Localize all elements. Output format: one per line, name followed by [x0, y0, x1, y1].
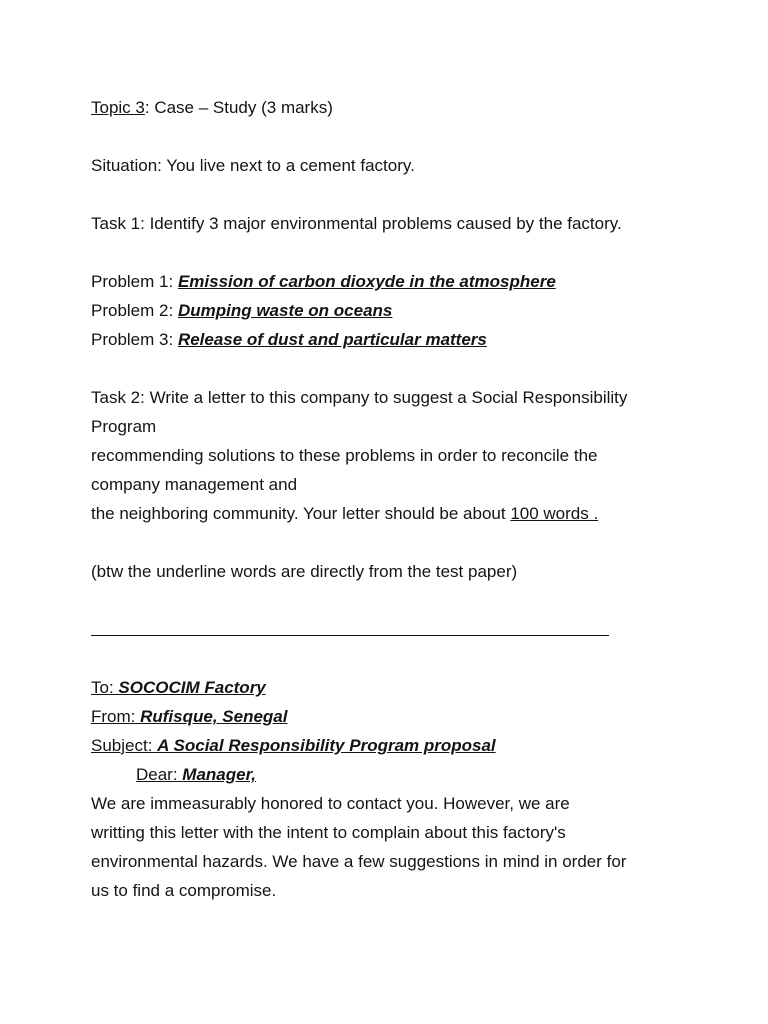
task2-line-3: recommending solutions to these problems in order to reconcile the [91, 446, 598, 465]
separator-line [91, 615, 609, 644]
letter-from [91, 702, 711, 731]
letter-body-line-1: We are immeasurably honored to contact you. However, we are [91, 794, 570, 813]
task2-line-5-prefix: the neighboring community. Your letter should be about [91, 504, 511, 523]
letter-subject [91, 731, 711, 760]
letter-subject-value: A Social Responsibility Program proposal [157, 736, 496, 755]
letter-from-label: From: [91, 707, 141, 726]
task2-line-2: Program [91, 417, 157, 436]
topic-label: Topic 3 [91, 98, 145, 117]
letter-to-value: SOCOCIM Factory [118, 678, 266, 697]
problem-2 [91, 296, 711, 325]
task2-line-4: company management and [91, 475, 298, 494]
letter-to-label: To: [91, 678, 119, 697]
problem-3-label: Problem 3: [91, 330, 178, 349]
problem-1-value: Emission of carbon dioxyde in the atmosphere [177, 272, 556, 291]
problem-2-value: Dumping waste on oceans [177, 301, 393, 320]
word-count-requirement: 100 words . [510, 504, 599, 523]
letter-subject-label: Subject: [91, 736, 158, 755]
problem-3 [91, 325, 711, 354]
letter-body-line-3: environmental hazards. We have a few suggestions in mind in order for [91, 852, 627, 871]
letter-salutation [91, 760, 711, 789]
problem-2-label: Problem 2: [91, 301, 178, 320]
task2-line-1: Task 2: Write a letter to this company to suggest a Social Responsibility [91, 388, 628, 407]
topic-description: : Case – Study (3 marks) [144, 98, 333, 117]
problem-1-label: Problem 1: [91, 272, 178, 291]
letter-body-line-4: us to find a compromise. [91, 881, 277, 900]
letter-dear-value: Manager, [182, 765, 256, 784]
document-body [91, 93, 711, 905]
situation-line: Situation: You live next to a cement factory. [91, 156, 415, 175]
note-line: (btw the underline words are directly from the test paper) [91, 562, 518, 581]
task2-line-5 [91, 499, 711, 528]
letter-to [91, 673, 711, 702]
letter-body-line-2: writting this letter with the intent to complain about this factory's [91, 823, 566, 842]
problem-3-value: Release of dust and particular matters [177, 330, 487, 349]
task1-line: Task 1: Identify 3 major environmental problems caused by the factory. [91, 214, 622, 233]
topic-heading [91, 93, 711, 122]
problem-1 [91, 267, 711, 296]
letter-from-value: Rufisque, Senegal [140, 707, 288, 726]
letter-dear-label: Dear: [136, 765, 183, 784]
